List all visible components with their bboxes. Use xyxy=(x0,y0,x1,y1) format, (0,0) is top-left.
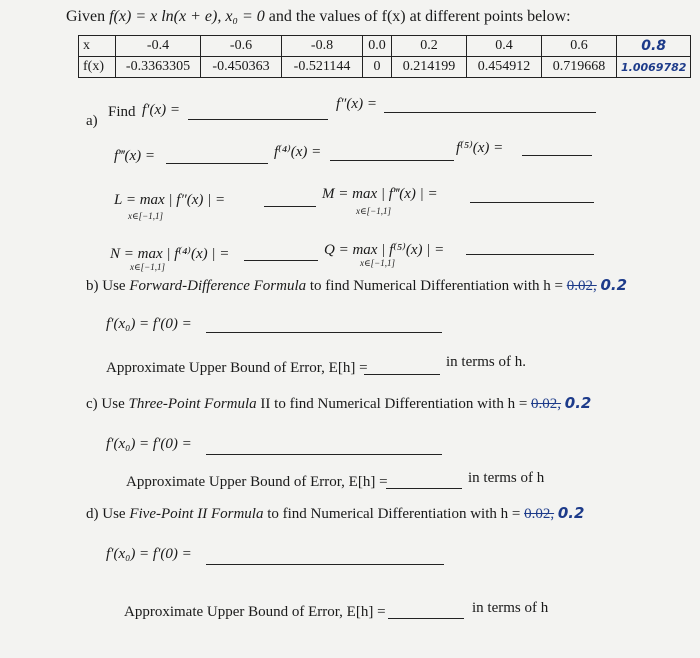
x-cell: -0.4 xyxy=(116,36,201,57)
part-d-text xyxy=(86,504,584,523)
x-cell: 0.2 xyxy=(392,36,467,57)
second-derivative-label: f″(x) = xyxy=(336,96,377,112)
part-d-h-struck: 0.02, xyxy=(524,506,555,522)
part-d-post: to find Numerical Differentiation with h = xyxy=(263,506,521,522)
part-b-text xyxy=(86,276,627,295)
part-b-h-written: 0.2 xyxy=(600,276,628,294)
fx-cell: -0.521144 xyxy=(282,57,363,78)
part-b-pre: Use xyxy=(102,278,130,294)
part-b-error-suffix: in terms of h. xyxy=(446,354,526,370)
find-text: Find xyxy=(108,104,136,120)
part-c-error-suffix: in terms of h xyxy=(468,470,545,486)
part-c-h-struck: 0.02, xyxy=(531,396,562,412)
N-blank[interactable] xyxy=(244,260,318,261)
x-header: x xyxy=(79,36,116,57)
part-b-derivative: f′(x₀) = f′(0) = xyxy=(106,316,192,332)
part-d-derivative: f′(x₀) = f′(0) = xyxy=(106,546,192,562)
part-b-label: b) xyxy=(86,278,99,294)
part-c-derivative-blank[interactable] xyxy=(206,454,442,455)
fifth-derivative-blank[interactable] xyxy=(522,155,592,156)
x-cell: -0.8 xyxy=(282,36,363,57)
N-label: N = max | f⁽⁴⁾(x) | = xyxy=(110,246,230,262)
L-blank[interactable] xyxy=(264,206,316,207)
part-c-pre: Use xyxy=(101,396,129,412)
L-label: L = max | f″(x) | = xyxy=(114,192,226,208)
part-b-derivative-blank[interactable] xyxy=(206,332,442,333)
part-d-error-label: Approximate Upper Bound of Error, E[h] = xyxy=(124,604,386,620)
x-cell: 0.6 xyxy=(542,36,617,57)
part-d-method: Five-Point II Formula xyxy=(129,506,264,522)
fx-cell: 0.454912 xyxy=(467,57,542,78)
part-c-error-blank[interactable] xyxy=(386,488,462,489)
fx-row xyxy=(79,57,691,78)
L-range: x∈[−1,1] xyxy=(128,211,163,221)
part-c-derivative: f′(x₀) = f′(0) = xyxy=(106,436,192,452)
M-blank[interactable] xyxy=(470,202,594,203)
fx-cell: 0 xyxy=(363,57,392,78)
intro-suffix: and the values of f(x) at different points below: xyxy=(264,8,571,25)
part-c-post: II to find Numerical Differentiation with h = xyxy=(256,396,528,412)
fx-cell: 0.719668 xyxy=(542,57,617,78)
fifth-derivative-label: f⁽⁵⁾(x) = xyxy=(456,140,504,156)
part-d-derivative-blank[interactable] xyxy=(206,564,444,565)
Q-blank[interactable] xyxy=(466,254,594,255)
fx-cell-handwritten: 1.0069782 xyxy=(617,57,691,78)
first-derivative-blank[interactable] xyxy=(188,119,328,120)
problem-intro xyxy=(66,8,571,26)
part-d-pre: Use xyxy=(102,506,130,522)
part-a-label: a) xyxy=(86,113,98,129)
part-d-error-blank[interactable] xyxy=(388,618,464,619)
values-table xyxy=(78,35,691,78)
M-label: M = max | f‴(x) | = xyxy=(322,186,438,202)
fx-cell: -0.450363 xyxy=(201,57,282,78)
part-c-label: c) xyxy=(86,396,98,412)
part-d-error-suffix: in terms of h xyxy=(472,600,549,616)
part-d-label: d) xyxy=(86,506,99,522)
fx-cell: 0.214199 xyxy=(392,57,467,78)
part-b-error-blank[interactable] xyxy=(364,374,440,375)
second-derivative-blank[interactable] xyxy=(384,112,596,113)
x-cell-handwritten: 0.8 xyxy=(617,36,691,57)
part-c-text xyxy=(86,394,591,413)
part-d-h-written: 0.2 xyxy=(557,504,585,522)
part-c-method: Three-Point Formula xyxy=(128,396,257,412)
part-b-error-label: Approximate Upper Bound of Error, E[h] = xyxy=(106,360,368,376)
fx-header: f(x) xyxy=(79,57,116,78)
first-derivative-label: f′(x) = xyxy=(142,102,180,118)
x-cell: 0.0 xyxy=(363,36,392,57)
third-derivative-label: f‴(x) = xyxy=(114,148,155,164)
Q-label: Q = max | f⁽⁵⁾(x) | = xyxy=(324,242,445,258)
Q-range: x∈[−1,1] xyxy=(360,258,395,268)
intro-prefix: Given xyxy=(66,8,110,25)
part-b-post: to find Numerical Differentiation with h = xyxy=(306,278,563,294)
intro-function: f(x) = x ln(x + e), x₀ = 0 xyxy=(109,8,265,25)
third-derivative-blank[interactable] xyxy=(166,163,268,164)
part-c-error-label: Approximate Upper Bound of Error, E[h] = xyxy=(126,474,388,490)
x-cell: -0.6 xyxy=(201,36,282,57)
part-b-method: Forward-Difference Formula xyxy=(129,278,307,294)
part-c-h-written: 0.2 xyxy=(564,394,592,412)
part-b-h-struck: 0.02, xyxy=(566,278,597,294)
x-row xyxy=(79,36,691,57)
N-range: x∈[−1,1] xyxy=(130,262,165,272)
x-cell: 0.4 xyxy=(467,36,542,57)
M-range: x∈[−1,1] xyxy=(356,206,391,216)
fourth-derivative-blank[interactable] xyxy=(330,160,454,161)
fourth-derivative-label: f⁽⁴⁾(x) = xyxy=(274,144,322,160)
fx-cell: -0.3363305 xyxy=(116,57,201,78)
